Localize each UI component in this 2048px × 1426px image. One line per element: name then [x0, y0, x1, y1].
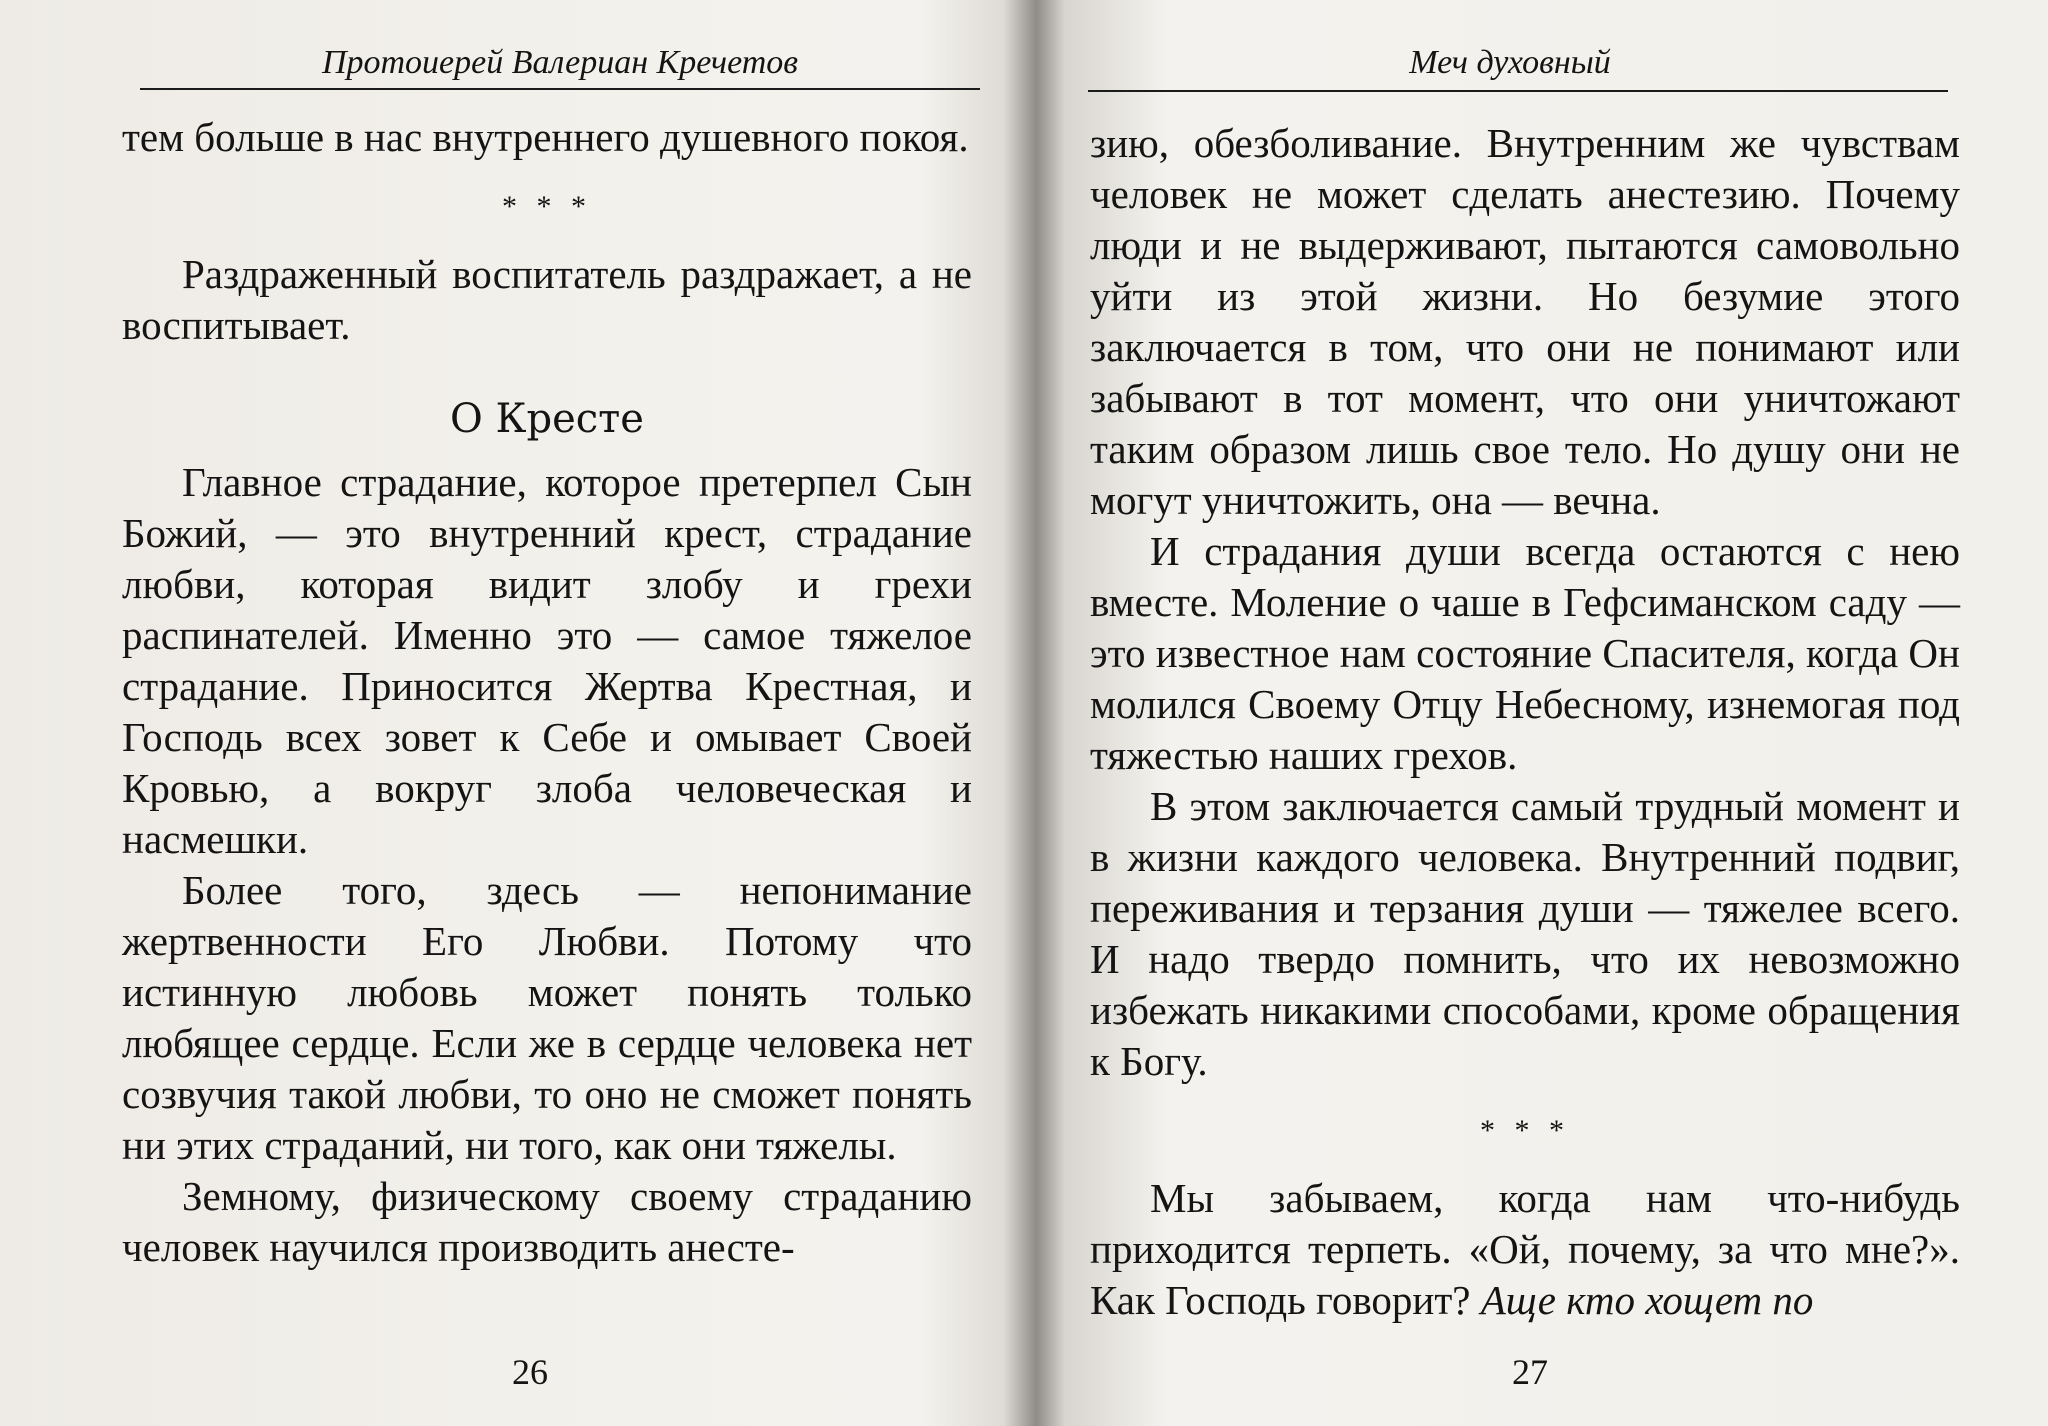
- section-separator: * * *: [1480, 1114, 1570, 1147]
- page-number: 27: [1512, 1352, 1548, 1392]
- running-head-title: Меч духовный: [1409, 44, 1611, 81]
- left-page: [0, 0, 1020, 1426]
- paragraph-we-forget: [1090, 1173, 1960, 1326]
- paragraph-moreover: Более того, здесь — непонимание жертвенности Его Любви. Потому что истинную любовь может понять только любящее сердце. Если же в сердце человека нет созвучия такой любви, то оно не сможет понять ни этих страданий, ни того, как они тяжелы.: [122, 867, 972, 1168]
- header-rule: [140, 88, 980, 90]
- left-page-body: [122, 112, 972, 1273]
- paragraph-irritated-educator: Раздраженный воспитатель раздражает, а не воспитывает.: [122, 251, 972, 348]
- paragraph-hardest-moment: В этом заключается самый трудный момент и в жизни каждого человека. Внутренний подвиг, переживания и терзания души — тяжелее всего. И надо твердо помнить, что их невозможно избежать никакими способами, кроме обращения к Богу.: [1090, 783, 1960, 1084]
- paragraph-main-suffering: Главное страдание, которое претерпел Сын Божий, — это внутренний крест, страдание любви, которая видит злобу и грехи распинателей. Именно это — самое тяжелое страдание. Приносится Жертва Крестная, и Господь всех зовет к Себе и омывает Своей Кровью, а вокруг злоба человеческая и насмешки.: [122, 459, 972, 862]
- paragraph-earthly-suffering: Земному, физическому своему страданию человек научился производить анесте-: [122, 1173, 972, 1270]
- right-page: [1030, 0, 2048, 1426]
- paragraph-we-forget-text: Мы забываем, когда нам что-нибудь приходится терпеть. «Ой, почему, за что мне?». Как Господь говорит?: [1090, 1175, 1960, 1323]
- section-separator: * * *: [502, 190, 592, 223]
- scripture-quote: Аще кто хощет по: [1480, 1277, 1814, 1323]
- section-heading: О Кресте: [450, 396, 644, 442]
- page-number: 26: [512, 1352, 548, 1392]
- right-page-body: [1090, 118, 1960, 1326]
- paragraph-continued: зию, обезболивание. Внутренним же чувствам человек не может сделать анестезию. Почему люди и не выдерживают, пытаются самовольно уйти из этой жизни. Но безумие этого заключается в том, что они не понимают или забывают в тот момент, что они уничтожают таким образом лишь свое тело. Но душу они не могут уничтожить, она — вечна.: [1090, 120, 1960, 523]
- paragraph-soul-suffering: И страдания души всегда остаются с нею вместе. Моление о чаше в Гефсиманском саду — это известное нам состояние Спасителя, когда Он молился Своему Отцу Небесному, изнемогая под тяжестью наших грехов.: [1090, 528, 1960, 778]
- running-head-author: Протоиерей Валериан Кречетов: [321, 44, 799, 81]
- header-rule: [1088, 90, 1948, 92]
- paragraph-continued: тем больше в нас внутреннего душевного покоя.: [122, 114, 969, 160]
